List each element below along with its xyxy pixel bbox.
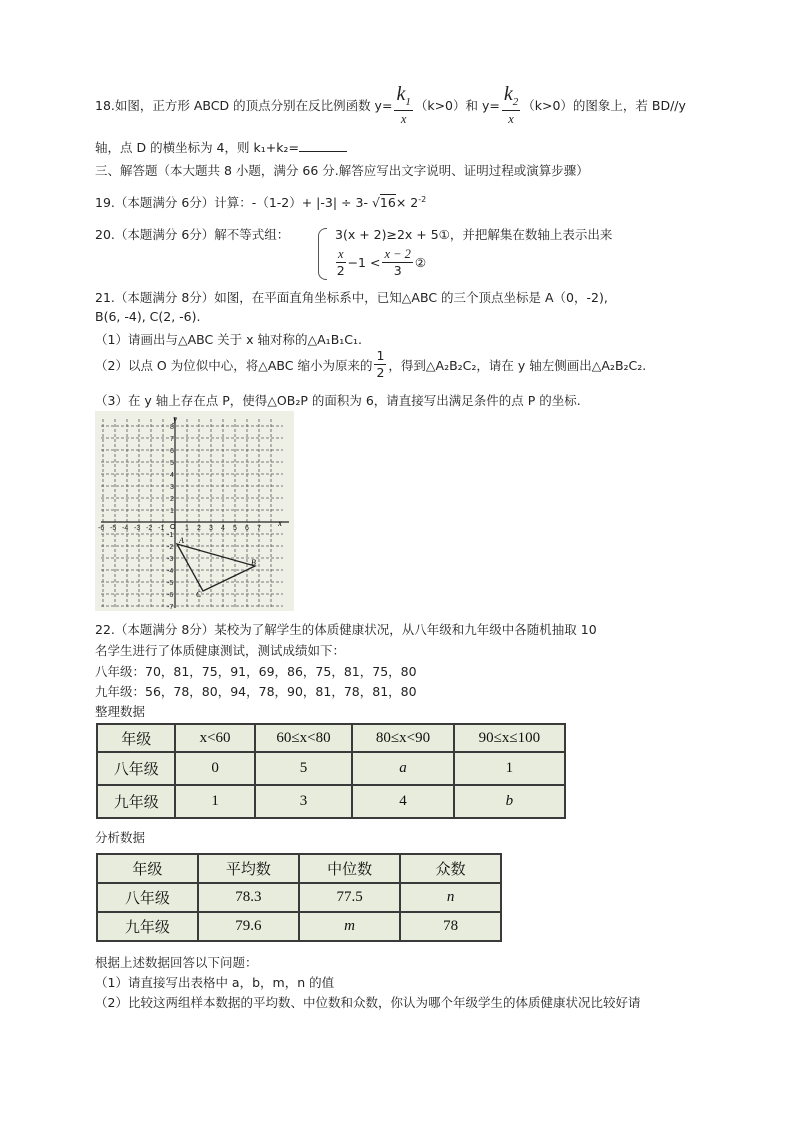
x-tick-label: 1	[185, 525, 189, 532]
q18-condition-1: （k>0）和 y=	[414, 98, 500, 113]
q18-text: 18.如图，正方形 ABCD 的顶点分别在反比例函数 y=	[95, 98, 393, 113]
point-c-label: C	[196, 590, 202, 599]
x-tick-labels	[98, 525, 261, 532]
question-18-line2: 轴，点 D 的横坐标为 4，则 k₁+k₂=	[95, 138, 347, 156]
table-cell: 79.6	[198, 912, 299, 941]
table-cell: a	[352, 752, 453, 785]
question-19: 19.（本题满分 6分）计算：-（1-2）+ |-3| ÷ 3- $√16\times 2^{-2}$	[95, 194, 427, 210]
table-header-row	[97, 724, 565, 752]
y-tick-label: 2	[170, 496, 174, 503]
table-header-cell: 80≤x<90	[352, 724, 453, 752]
fraction-one-half: $\frac{1}{2}$	[376, 348, 385, 380]
sqrt-sign: √	[371, 195, 380, 210]
table-row	[97, 912, 501, 941]
table-cell: 78	[400, 912, 501, 941]
table-cell: 1	[175, 785, 254, 818]
point-a-label: A	[179, 536, 184, 545]
table-cell: b	[454, 785, 565, 818]
answer-blank	[299, 139, 347, 152]
section-3-heading: 三、解答题（本大题共 8 小题，满分 66 分.解答应写出文字说明、证明过程或演算步骤）	[95, 163, 589, 178]
question-22-part2: （2）比较这两组样本数据的平均数、中位数和众数，你认为哪个年级学生的体质健康状况比较好请	[95, 995, 641, 1010]
x-tick-label: -2	[146, 525, 153, 532]
y-tick-label: -3	[167, 556, 174, 563]
y-tick-label: 4	[170, 472, 174, 479]
question-21-part1: （1）请画出与△ABC 关于 x 轴对称的△A₁B₁C₁.	[95, 332, 362, 347]
y-tick-label: -5	[167, 580, 174, 587]
x-tick-label: -3	[134, 525, 141, 532]
inequality-1: 3(x + 2)≥2x + 5①，并把解集在数轴上表示出来	[335, 227, 613, 242]
table-cell: 九年级	[97, 912, 198, 941]
y-tick-label: 7	[170, 436, 174, 443]
table-header-cell: 年级	[97, 854, 198, 883]
question-21-part3: （3）在 y 轴上存在点 P，使得△OB₂P 的面积为 6，请直接写出满足条件的点 P 的坐标.	[95, 393, 581, 408]
table-row	[97, 883, 501, 912]
y-tick-label: -7	[167, 604, 174, 611]
table-header-row	[97, 854, 501, 883]
answer-intro: 根据上述数据回答以下问题：	[95, 955, 258, 970]
question-18-line1	[95, 83, 686, 127]
q18-condition-2: （k>0）的图象上，若 BD//y	[522, 98, 686, 113]
table-header-cell: 中位数	[299, 854, 400, 883]
coordinate-grid-svg	[95, 411, 294, 611]
inequality-brace	[318, 228, 327, 280]
triangle-abc	[177, 544, 255, 591]
analyze-data-table	[96, 853, 502, 942]
table-cell: 3	[255, 785, 353, 818]
x-tick-label: 4	[221, 525, 225, 532]
grade9-scores: 九年级：56，78，80，94，78，90，81，78，81，80	[95, 684, 417, 699]
table-cell: 4	[352, 785, 453, 818]
x-tick-label: -5	[110, 525, 117, 532]
table-cell: n	[400, 883, 501, 912]
point-b-label: B	[251, 558, 256, 567]
organize-data-table	[96, 723, 566, 819]
x-tick-label: 6	[245, 525, 249, 532]
table-header-cell: 众数	[400, 854, 501, 883]
y-tick-label: 8	[170, 424, 174, 431]
y-tick-label: -2	[167, 544, 174, 551]
sqrt-radicand: 16	[379, 195, 396, 210]
x-tick-label: 7	[257, 525, 261, 532]
y-tick-label: 5	[170, 460, 174, 467]
table-header-cell: 平均数	[198, 854, 299, 883]
table-row	[97, 752, 565, 785]
fraction-x-over-2: $\frac{x}{2}$	[336, 247, 345, 278]
y-tick-label: -1	[167, 532, 174, 539]
x-tick-label: -1	[158, 525, 165, 532]
question-21-line1: 21.（本题满分 8分）如图，在平面直角坐标系中，已知△ABC 的三个顶点坐标是 A（0，-2),	[95, 290, 608, 305]
table-cell: 5	[255, 752, 353, 785]
table-cell: 八年级	[97, 752, 175, 785]
table-cell: 78.3	[198, 883, 299, 912]
y-tick-label: -4	[167, 568, 174, 575]
x-tick-label: 2	[197, 525, 201, 532]
y-tick-label: 6	[170, 448, 174, 455]
y-tick-label: -6	[167, 592, 174, 599]
question-22-line1: 22.（本题满分 8分）某校为了解学生的体质健康状况，从八年级和九年级中各随机抽取 10	[95, 622, 597, 637]
question-22-part1: （1）请直接写出表格中 a，b，m，n 的值	[95, 975, 335, 990]
table-cell: 77.5	[299, 883, 400, 912]
question-22-line2: 名学生进行了体质健康测试，测试成绩如下：	[95, 643, 346, 658]
table-cell: 1	[454, 752, 565, 785]
x-axis-label: x	[278, 518, 282, 528]
coordinate-grid-figure	[95, 411, 294, 611]
x-tick-label: -4	[122, 525, 129, 532]
table-cell: m	[299, 912, 400, 941]
grade8-scores: 八年级：70，81，75，91，69，86，75，81，75，80	[95, 664, 417, 679]
fraction-k1-over-x: $\frac{k_1}{x}$	[396, 83, 411, 126]
y-tick-label: 1	[170, 508, 174, 515]
grid-lines	[101, 419, 283, 607]
fraction-xm2-over-3: $\frac{x - 2}{3}$	[384, 247, 411, 278]
table-header-cell: 90≤x≤100	[454, 724, 565, 752]
table-row	[97, 785, 565, 818]
organize-data-label: 整理数据	[95, 704, 146, 719]
x-tick-label: 3	[209, 525, 213, 532]
inequality-2: $\frac{x}{2}$ −1 < $\frac{x - 2}{3}$ ②	[336, 247, 427, 278]
table-cell: 八年级	[97, 883, 198, 912]
y-tick-label: 3	[170, 484, 174, 491]
table-cell: 0	[175, 752, 254, 785]
y-tick-labels	[167, 424, 174, 611]
x-tick-label: 5	[233, 525, 237, 532]
table-header-cell: x<60	[175, 724, 254, 752]
table-header-cell: 60≤x<80	[255, 724, 353, 752]
x-tick-label: -6	[98, 525, 105, 532]
fraction-k2-over-x: $\frac{k_2}{x}$	[503, 83, 519, 126]
question-21-part2: （2）以点 O 为位似中心，将△ABC 缩小为原来的 $\frac{1}{2}$ ，得到△A₂B₂C₂，请在 y 轴左侧画出△A₂B₂C₂.	[95, 348, 647, 380]
y-axis-label: y	[173, 414, 177, 424]
table-header-cell: 年级	[97, 724, 175, 752]
origin-label: O	[170, 524, 176, 531]
question-20-label: 20.（本题满分 6分）解不等式组：	[95, 227, 290, 242]
analyze-data-label: 分析数据	[95, 830, 146, 845]
question-21-line2: B(6, -4), C(2, -6).	[95, 309, 201, 324]
table-cell: 九年级	[97, 785, 175, 818]
